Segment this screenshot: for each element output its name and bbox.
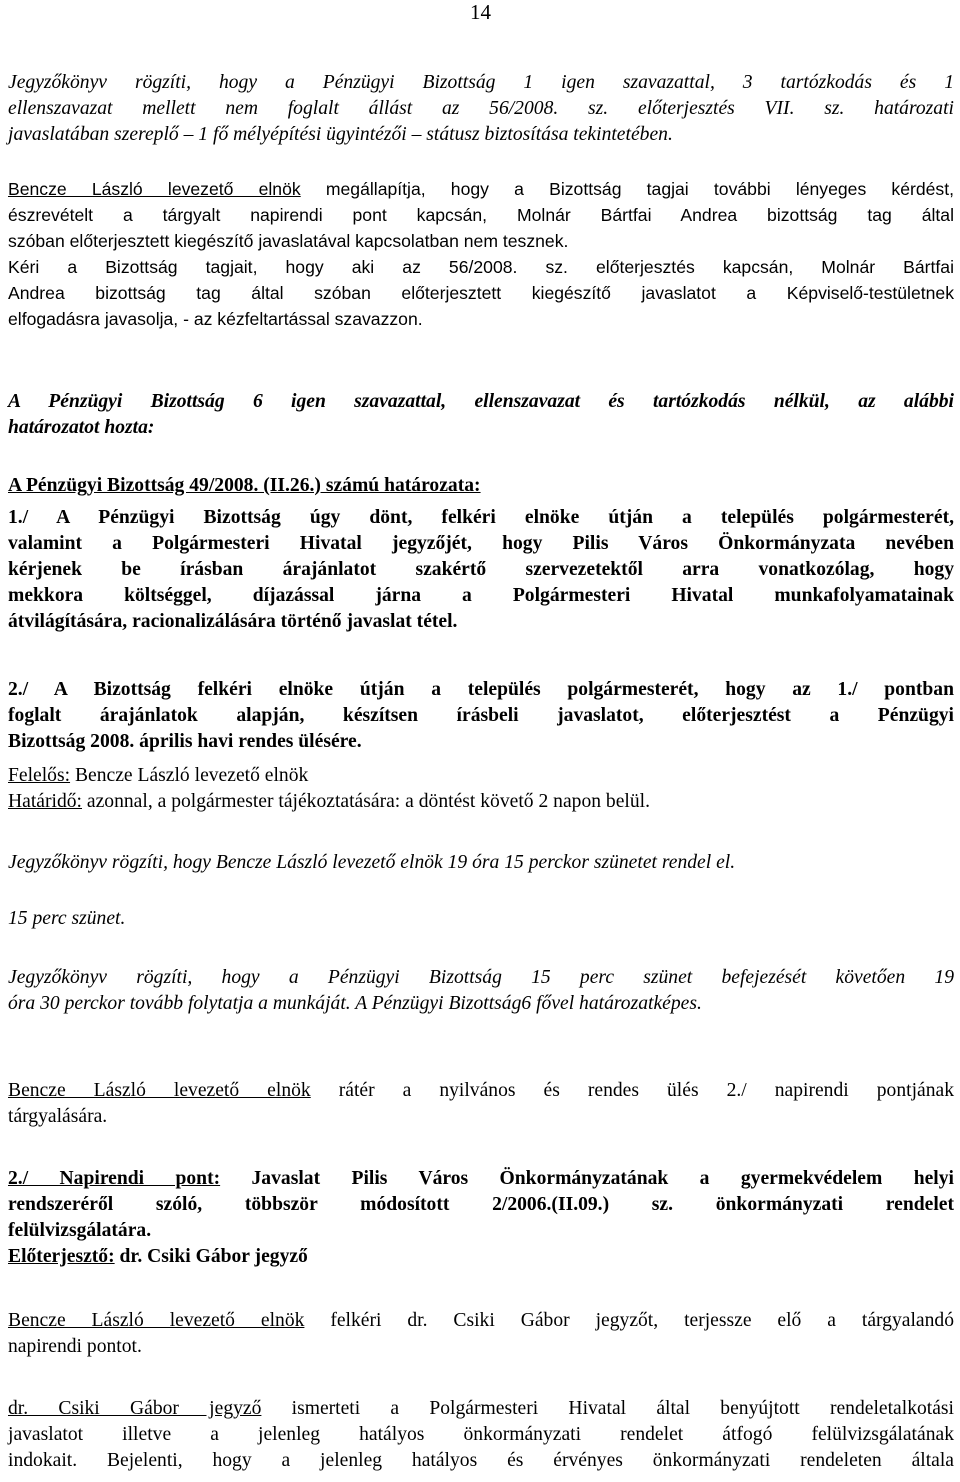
responsible-value: Bencze László levezető elnök xyxy=(70,765,309,786)
chair-statement xyxy=(8,176,954,332)
text-line: A Pénzügyi Bizottság 6 igen szavazattal, ellenszavazat és tartózkodás nélkül, az alábbi xyxy=(8,391,954,412)
resolution-item-1 xyxy=(8,505,954,635)
minutes-note-resume xyxy=(8,965,954,1017)
responsible-line xyxy=(8,763,954,815)
speaker-name: Bencze László levezető elnök xyxy=(8,179,301,199)
deadline-label: Határidő: xyxy=(8,791,82,812)
text-line: Bencze László levezető elnök megállapítja, hogy a Bizottság tagjai további lényeges kérdést, xyxy=(8,179,955,199)
chair-opens-agenda: Bencze László levezető elnök rátér a nyilvános és rendes ülés 2./ napirendi pontjának tárgyalására. xyxy=(8,1078,954,1130)
responsible-label: Felelős: xyxy=(8,765,71,786)
text-line: A Pénzügyi Bizottság 49/2008. (II.26.) számú határozata: xyxy=(8,475,481,496)
text-line: ellenszavazat mellett nem foglalt állást az 56/2008. sz. előterjesztés VII. sz. határozati xyxy=(8,98,954,119)
text-line: Kéri a Bizottság tagjait, hogy aki az 56/2008. sz. előterjesztés kapcsán, Molnár Bártfai xyxy=(8,257,954,277)
text-line: javaslatában szereplő – 1 fő mélyépítési ügyintézői – státusz biztosítása tekintetében. xyxy=(8,124,673,145)
text-line: valamint a Polgármesteri Hivatal jegyzőjét, hogy Pilis Város Önkormányzata nevében xyxy=(8,533,954,554)
text-line: 1./ A Pénzügyi Bizottság úgy dönt, felkéri elnöke útján a település polgármesterét, xyxy=(8,507,954,528)
presenter-value: dr. Csiki Gábor jegyző xyxy=(114,1246,308,1267)
text-line: rendszeréről szóló, többször módosított 2/2006.(II.09.) sz. önkormányzati rendelet xyxy=(8,1194,954,1215)
text-line: óra 30 perckor tovább folytatja a munkáját. A Pénzügyi Bizottság6 fővel határozatképes. xyxy=(8,993,702,1014)
minutes-note-break xyxy=(8,850,954,876)
text-line: Bizottság 2008. április havi rendes ülésére. xyxy=(8,731,362,752)
vote-result xyxy=(8,389,954,441)
text-line: 15 perc szünet. xyxy=(8,908,126,929)
text-line: kérjenek be írásban árajánlatot szakértő szervezetektől arra vonatkozólag, hogy xyxy=(8,559,954,580)
text-line: indokait. Bejelenti, hogy a jelenleg hatályos és érvényes önkormányzati rendeleten általa xyxy=(8,1450,954,1471)
text-line: Jegyzőkönyv rögzíti, hogy Bencze László levezető elnök 19 óra 15 perckor szünetet rendel el. xyxy=(8,852,736,873)
agenda-label: 2./ Napirendi pont: xyxy=(8,1168,221,1189)
text-line: Jegyzőkönyv rögzíti, hogy a Pénzügyi Bizottság 1 igen szavazattal, 3 tartózkodás és 1 xyxy=(8,72,954,93)
agenda-item: 2./ Napirendi pont: Javaslat Pilis Város Önkormányzatának a gyermekvédelem helyi rendszeréről szóló, többször módosított 2/2006.(II.09.) sz. önkormányzati rendelet felülvizsgálatára. Előterjesztő: dr. Csiki Gábor jegyző xyxy=(8,1168,954,1267)
text-line: átvilágítására, racionalizálására történő javaslat tétel. xyxy=(8,611,458,632)
minutes-note-vote xyxy=(8,70,954,148)
text-line: tárgyalására. xyxy=(8,1106,108,1127)
notary-presentation: dr. Csiki Gábor jegyző ismerteti a Polgármesteri Hivatal által benyújtott rendeletalkotási javaslatot illetve a jelenleg hatályos önkormányzati rendelet átfogó felülvizsgálatának indokait. Bejelenti, hogy a jelenleg hatályos és érvényes önkormányzati rendeleten általa xyxy=(8,1396,954,1474)
text-line: foglalt árajánlatok alapján, készítsen írásbeli javaslatot, előterjesztést a Pénzügyi xyxy=(8,705,954,726)
text-line: elfogadásra javasolja, - az kézfeltartással szavazzon. xyxy=(8,309,423,329)
resolution-title xyxy=(8,473,954,499)
text-line: szóban előterjesztett kiegészítő javaslatával kapcsolatban nem tesznek. xyxy=(8,231,569,251)
text-line: napirendi pontot. xyxy=(8,1336,142,1357)
speaker-name: Bencze László levezető elnök xyxy=(8,1310,305,1331)
text-line: Jegyzőkönyv rögzíti, hogy a Pénzügyi Bizottság 15 perc szünet befejezését követően 19 xyxy=(8,967,954,988)
text-line: Andrea bizottság tag által szóban előterjesztett kiegészítő javaslatot a Képviselő-testületnek xyxy=(8,283,954,303)
presenter-label: Előterjesztő: xyxy=(8,1246,115,1267)
page-number: 14 xyxy=(470,0,491,24)
speaker-name: Bencze László levezető elnök xyxy=(8,1080,311,1101)
text-line: 2./ A Bizottság felkéri elnöke útján a település polgármesterét, hogy az 1./ pontban xyxy=(8,679,954,700)
deadline-value: azonnal, a polgármester tájékoztatására: a döntést követő 2 napon belül. xyxy=(82,791,651,812)
speaker-name: dr. Csiki Gábor jegyző xyxy=(8,1398,262,1419)
text-line: felülvizsgálatára. xyxy=(8,1220,152,1241)
text-line: mekkora költséggel, díjazással járna a Polgármesteri Hivatal munkafolyamatainak xyxy=(8,585,954,606)
resolution-item-2 xyxy=(8,677,954,755)
chair-invites-notary: Bencze László levezető elnök felkéri dr. Csiki Gábor jegyzőt, terjessze elő a tárgyalandó napirendi pontot. xyxy=(8,1308,954,1360)
text-line: javaslatot illetve a jelenleg hatályos önkormányzati rendelet átfogó felülvizsgálatának xyxy=(8,1424,954,1445)
text-line: határozatot hozta: xyxy=(8,417,155,438)
break-note xyxy=(8,906,954,932)
text-line: észrevételt a tárgyalt napirendi pont kapcsán, Molnár Bártfai Andrea bizottság tag által xyxy=(8,205,954,225)
